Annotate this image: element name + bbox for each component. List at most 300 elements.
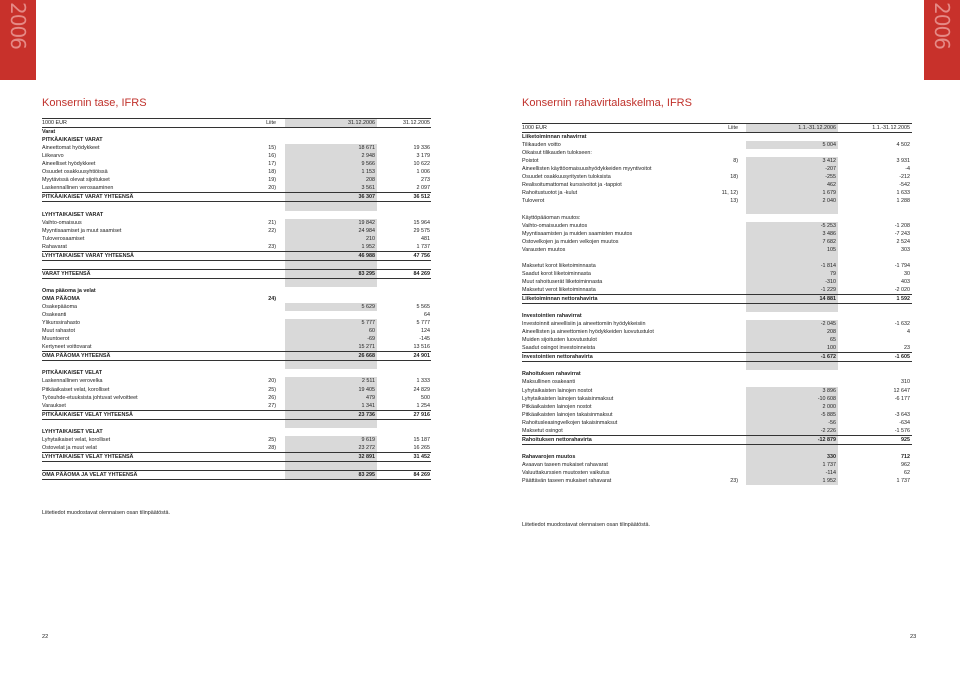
row-label: LYHYTAIKAISET VELAT <box>42 428 103 435</box>
cashflow-title: Konsernin rahavirtalaskelma, IFRS <box>522 97 692 109</box>
table-row <box>42 211 431 219</box>
table-header <box>522 123 912 133</box>
row-label: Osuudet osakkuusyritysten tuloksista <box>522 174 611 181</box>
row-value-previous: -3 643 <box>894 411 910 418</box>
row-value-previous: 2 097 <box>416 185 430 192</box>
row-label: Varat <box>42 129 56 136</box>
row-note: 23) <box>730 478 738 485</box>
row-label: OMA PÄÄOMA YHTEENSÄ <box>42 353 111 360</box>
row-value-current: 210 <box>285 235 377 243</box>
row-value-previous: 12 647 <box>893 387 910 394</box>
row-label: Pitkäaikaisten lainojen nostot <box>522 403 592 410</box>
table-row <box>522 270 912 278</box>
grey-column-band <box>746 205 838 213</box>
row-value-previous: -4 <box>905 166 910 173</box>
row-label: Maksetut verot liiketoiminnasta <box>522 286 596 293</box>
table-row <box>522 173 912 181</box>
table-row <box>42 436 431 444</box>
row-label: Lyhytaikaiset velat, korolliset <box>42 436 111 443</box>
row-value-previous: -212 <box>899 174 910 181</box>
row-value-previous: -6 177 <box>894 395 910 402</box>
spacer-row <box>522 205 912 213</box>
grey-column-band <box>746 362 838 370</box>
row-note: 20) <box>268 185 276 192</box>
row-value-current: -5 253 <box>746 222 838 230</box>
table-row <box>42 176 431 184</box>
row-value-previous: 962 <box>901 461 910 468</box>
row-value-previous: 24 829 <box>413 386 430 393</box>
row-value-previous: 10 622 <box>413 161 430 168</box>
row-value-previous: 1 288 <box>896 198 910 205</box>
row-value-current: -1 814 <box>746 262 838 270</box>
row-value-previous: 273 <box>421 177 430 184</box>
row-label: Poistot <box>522 158 539 165</box>
row-value-current: 2 040 <box>746 197 838 205</box>
row-note: 20) <box>268 378 276 385</box>
row-value-previous: 712 <box>901 453 910 460</box>
spacer-row <box>42 420 431 428</box>
row-label: LYHYTAIKAISET VELAT YHTEENSÄ <box>42 453 134 460</box>
row-label: Aineettomat hyödykkeet <box>42 145 100 152</box>
row-label: Saadut korot liiketoiminnasta <box>522 270 591 277</box>
table-row <box>42 160 431 168</box>
row-note: 22) <box>268 227 276 234</box>
row-value-current: -2 045 <box>746 320 838 328</box>
total-row <box>522 352 912 362</box>
grey-column-band <box>746 445 838 453</box>
row-label: PITKÄAIKAISET VELAT YHTEENSÄ <box>42 411 133 418</box>
row-value-current: -56 <box>746 419 838 427</box>
row-value-previous: 62 <box>904 469 910 476</box>
row-label: Vaihto-omaisuuden muutos <box>522 222 588 229</box>
row-label: Rahoituksen nettorahavirta <box>522 436 592 443</box>
row-value-current: -1 229 <box>746 286 838 294</box>
table-row <box>42 377 431 385</box>
row-label: Laskennallinen verovelka <box>42 378 103 385</box>
row-value-current: 3 896 <box>746 387 838 395</box>
row-value-previous: 1 592 <box>896 295 910 302</box>
total-row <box>42 192 431 202</box>
table-row <box>42 444 431 452</box>
table-row <box>42 343 431 351</box>
row-value-previous: 4 <box>907 329 910 336</box>
row-value-previous: 23 <box>904 345 910 352</box>
row-value-current: 3 486 <box>746 230 838 238</box>
row-label: Rahavarojen muutos <box>522 453 576 460</box>
table-row <box>42 386 431 394</box>
row-value-current: 3 561 <box>285 184 377 192</box>
row-value-current: 7 682 <box>746 238 838 246</box>
row-note: 17) <box>268 161 276 168</box>
spacer-row <box>42 361 431 369</box>
table-row <box>522 238 912 246</box>
row-note: 8) <box>733 158 738 165</box>
total-row <box>522 435 912 445</box>
table-row <box>42 335 431 343</box>
row-value-current: 105 <box>746 246 838 254</box>
row-value-current: 26 668 <box>285 352 377 360</box>
table-row <box>42 227 431 235</box>
table-row <box>522 189 912 197</box>
row-value-current: 23 272 <box>285 444 377 452</box>
grey-column-band <box>285 202 377 210</box>
row-value-previous: -542 <box>899 182 910 189</box>
row-value-current: 19 405 <box>285 386 377 394</box>
spacer-row <box>522 254 912 262</box>
row-label: Tuloverot <box>522 198 545 205</box>
row-label: PITKÄAIKAISET VELAT <box>42 370 103 377</box>
table-row <box>522 262 912 270</box>
table-row <box>42 295 431 303</box>
table-row <box>42 184 431 192</box>
row-value-current: -207 <box>746 165 838 173</box>
row-label: Investoinnit aineellisiin ja aineettomiin hyödykkeisiin <box>522 321 646 328</box>
row-note: 27) <box>268 402 276 409</box>
row-value-current: -1 672 <box>746 353 838 361</box>
header-col2: 1.1.-31.12.2005 <box>872 125 910 131</box>
table-row <box>522 214 912 222</box>
row-value-previous: 29 575 <box>413 227 430 234</box>
row-note: 19) <box>268 177 276 184</box>
row-label: Myytävissä olevat sijoitukset <box>42 177 110 184</box>
header-col1: 1.1.-31.12.2006 <box>746 124 838 132</box>
row-label: Osuudet osakkuusyhtiöissä <box>42 169 108 176</box>
cashflow-table <box>522 123 912 485</box>
row-value-current: 462 <box>746 181 838 189</box>
row-label: Liikearvo <box>42 153 64 160</box>
table-row <box>522 469 912 477</box>
row-value-previous: 15 964 <box>413 219 430 226</box>
row-label: Pitkäaikaiset velat, korolliset <box>42 386 110 393</box>
row-value-current: -255 <box>746 173 838 181</box>
row-label: Muiden sijoitusten luovutustulot <box>522 337 597 344</box>
row-value-current: 208 <box>746 328 838 336</box>
row-label: Aineelliset hyödykkeet <box>42 161 96 168</box>
row-label: Pitkäaikaisten lainojen takaisinmaksut <box>522 411 613 418</box>
row-value-current: 5 629 <box>285 303 377 311</box>
row-value-previous: 64 <box>424 312 430 319</box>
table-row <box>42 287 431 295</box>
row-note: 18) <box>730 174 738 181</box>
row-label: Realisoitumattomat kurssivoitot ja -tappiot <box>522 182 622 189</box>
row-value-current: 15 271 <box>285 343 377 351</box>
table-row <box>522 165 912 173</box>
row-value-previous: 1 254 <box>416 402 430 409</box>
spacer-row <box>42 462 431 470</box>
row-value-previous: -7 243 <box>894 230 910 237</box>
row-value-previous: 481 <box>421 235 430 242</box>
table-row <box>42 303 431 311</box>
row-label: Rahavarat <box>42 243 67 250</box>
row-note: 28) <box>268 444 276 451</box>
total-row <box>42 470 431 480</box>
row-value-current: 1 737 <box>746 461 838 469</box>
row-value-current: 60 <box>285 327 377 335</box>
row-note: 23) <box>268 243 276 250</box>
table-row <box>522 378 912 386</box>
row-value-previous: 5 565 <box>416 304 430 311</box>
row-value-current: 23 736 <box>285 411 377 419</box>
table-row <box>42 394 431 402</box>
row-value-previous: 84 269 <box>413 471 430 478</box>
table-row <box>522 403 912 411</box>
row-value-current: 1 679 <box>746 189 838 197</box>
row-value-previous: 84 269 <box>413 270 430 277</box>
table-row <box>42 311 431 319</box>
row-value-previous: 1 006 <box>416 169 430 176</box>
row-label: Investointien rahavirrat <box>522 313 582 320</box>
row-label: Ostovelat ja muut velat <box>42 444 97 451</box>
table-row <box>522 419 912 427</box>
row-value-previous: -1 576 <box>894 427 910 434</box>
total-row <box>42 251 431 261</box>
grey-column-band <box>285 420 377 428</box>
row-value-previous: -1 605 <box>894 354 910 361</box>
row-value-previous: 310 <box>901 379 910 386</box>
row-label: Oma pääoma ja velat <box>42 287 96 294</box>
row-value-current: 24 984 <box>285 227 377 235</box>
row-value-previous: 124 <box>421 328 430 335</box>
row-value-current: 5 777 <box>285 319 377 327</box>
row-value-previous: 16 265 <box>413 444 430 451</box>
row-value-previous: 1 633 <box>896 190 910 197</box>
page-number-right: 23 <box>910 634 917 640</box>
table-row <box>522 222 912 230</box>
row-value-current: 46 988 <box>285 252 377 260</box>
row-value-current: -114 <box>746 469 838 477</box>
table-row <box>522 286 912 294</box>
table-row <box>42 327 431 335</box>
table-row <box>522 395 912 403</box>
row-value-previous: 3 931 <box>896 158 910 165</box>
row-value-current: -5 885 <box>746 411 838 419</box>
row-value-previous: 13 516 <box>413 344 430 351</box>
row-label: Liiketoiminnan rahavirrat <box>522 134 587 141</box>
table-row <box>522 453 912 461</box>
row-label: Maksetut osingot <box>522 427 563 434</box>
grey-column-band <box>285 279 377 287</box>
row-label: Rahoitusleasingvelkojen takaisinmaksut <box>522 419 618 426</box>
row-label: Varaukset <box>42 402 66 409</box>
row-value-current: 1 952 <box>285 243 377 251</box>
header-col2: 31.12.2005 <box>403 120 430 126</box>
row-value-current: 14 881 <box>746 295 838 303</box>
row-value-previous: 403 <box>901 278 910 285</box>
row-label: OMA PÄÄOMA <box>42 295 80 302</box>
grey-column-band <box>285 462 377 470</box>
table-row <box>522 278 912 286</box>
table-row <box>522 477 912 485</box>
table-row <box>42 319 431 327</box>
table-row <box>522 411 912 419</box>
row-label: Vaihto-omaisuus <box>42 219 82 226</box>
table-row <box>42 369 431 377</box>
row-value-previous: -145 <box>419 336 430 343</box>
row-value-previous: 925 <box>901 436 910 443</box>
table-row <box>42 168 431 176</box>
row-label: OMA PÄÄOMA JA VELAT YHTEENSÄ <box>42 471 138 478</box>
row-label: Myyntisaamisten ja muiden saamisten muutos <box>522 230 633 237</box>
row-value-current: 2 511 <box>285 377 377 385</box>
grey-column-band <box>746 254 838 262</box>
grey-column-band <box>746 304 838 312</box>
row-label: Lyhytaikaisten lainojen nostot <box>522 387 593 394</box>
grey-column-band <box>285 361 377 369</box>
row-value-current: 32 891 <box>285 453 377 461</box>
table-row <box>42 152 431 160</box>
table-row <box>522 370 912 378</box>
row-value-previous: 36 512 <box>413 194 430 201</box>
table-row <box>42 402 431 410</box>
row-value-previous: -1 208 <box>894 222 910 229</box>
row-value-current: -69 <box>285 335 377 343</box>
row-value-previous: 1 737 <box>416 243 430 250</box>
balance-sheet-title: Konsernin tase, IFRS <box>42 97 147 109</box>
row-value-current: 9 566 <box>285 160 377 168</box>
row-value-current: 18 671 <box>285 144 377 152</box>
table-row <box>522 328 912 336</box>
row-value-previous: -1 794 <box>894 262 910 269</box>
row-value-current: 2 948 <box>285 152 377 160</box>
row-value-current: 9 619 <box>285 436 377 444</box>
row-value-previous: 19 336 <box>413 145 430 152</box>
row-value-previous: 1 737 <box>896 478 910 485</box>
spacer-row <box>42 202 431 210</box>
row-value-previous: -634 <box>899 419 910 426</box>
row-label: Myyntisaamiset ja muut saamiset <box>42 227 122 234</box>
row-value-previous: 24 901 <box>413 353 430 360</box>
table-row <box>522 181 912 189</box>
row-value-current: 100 <box>746 344 838 352</box>
table-row <box>522 427 912 435</box>
table-row <box>522 246 912 254</box>
row-label: Maksetut korot liiketoiminnasta <box>522 262 596 269</box>
row-label: Maksullinen osakeanti <box>522 379 576 386</box>
row-value-current: 2 000 <box>746 403 838 411</box>
total-row <box>42 269 431 279</box>
row-label: PITKÄAIKAISET VARAT <box>42 137 103 144</box>
row-label: Aineellisten käyttöomaisuushyödykkeiden myyntivoitot <box>522 166 652 173</box>
row-value-current: 36 307 <box>285 193 377 201</box>
header-col1: 31.12.2006 <box>285 119 377 127</box>
row-note: 26) <box>268 394 276 401</box>
row-label: Valuuttakurssien muutosten vaikutus <box>522 469 610 476</box>
table-row <box>522 157 912 165</box>
table-row <box>42 128 431 136</box>
table-header <box>42 118 431 128</box>
row-label: Kertyneet voittovarat <box>42 344 92 351</box>
row-note: 25) <box>268 436 276 443</box>
table-row <box>522 344 912 352</box>
corner-year-tab-right <box>924 0 960 80</box>
spacer-row <box>42 279 431 287</box>
row-label: Tilikauden voitto <box>522 142 561 149</box>
row-note: 11, 12) <box>721 190 738 197</box>
row-value-current: 83 295 <box>285 270 377 278</box>
row-label: Liiketoiminnan nettorahavirta <box>522 295 598 302</box>
row-value-current: -310 <box>746 278 838 286</box>
row-label: LYHYTAIKAISET VARAT YHTEENSÄ <box>42 252 134 259</box>
total-row <box>42 410 431 420</box>
table-row <box>42 219 431 227</box>
balance-sheet-table <box>42 118 431 480</box>
total-row <box>42 351 431 361</box>
row-label: Osakeanti <box>42 312 67 319</box>
row-label: Laskennallinen verosaaminen <box>42 185 114 192</box>
row-value-previous: 4 502 <box>896 142 910 149</box>
row-value-previous: 5 777 <box>416 320 430 327</box>
row-label: Investointien nettorahavirta <box>522 354 593 361</box>
row-value-previous: 3 179 <box>416 153 430 160</box>
row-value-current: 5 004 <box>746 141 838 149</box>
row-label: Päättävän taseen mukaiset rahavarat <box>522 478 612 485</box>
row-value-current: 19 842 <box>285 219 377 227</box>
row-value-current: 1 952 <box>746 477 838 485</box>
row-value-previous: -1 632 <box>894 321 910 328</box>
row-value-current: -10 608 <box>746 395 838 403</box>
total-row <box>522 294 912 304</box>
row-label: Aineellisten ja aineettomien hyödykkeiden luovutustulot <box>522 329 654 336</box>
grey-column-band <box>285 261 377 269</box>
table-row <box>522 336 912 344</box>
corner-year-tab-left <box>0 0 36 80</box>
row-value-current: -2 226 <box>746 427 838 435</box>
row-label: Tuloverosaamiset <box>42 235 85 242</box>
row-label: LYHYTAIKAISET VARAT <box>42 211 104 218</box>
row-label: Avaavan taseen mukaiset rahavarat <box>522 461 608 468</box>
row-value-current: 1 341 <box>285 402 377 410</box>
row-value-previous: 30 <box>904 270 910 277</box>
spacer-row <box>522 304 912 312</box>
row-value-previous: 303 <box>901 246 910 253</box>
row-note: 15) <box>268 145 276 152</box>
row-label: Rahoituksen rahavirrat <box>522 371 581 378</box>
header-unit: 1000 EUR <box>42 120 67 126</box>
spacer-row <box>522 362 912 370</box>
row-value-current: 330 <box>746 453 838 461</box>
balance-footnote: Liitetiedot muodostavat olennaisen osan tilinpäätöstä. <box>42 510 170 516</box>
total-row <box>42 452 431 462</box>
table-row <box>42 243 431 251</box>
row-label: Käyttöpääoman muutos: <box>522 214 581 221</box>
row-label: Oikaisut tilikauden tulokseen: <box>522 150 592 157</box>
header-note: Liite <box>266 120 276 126</box>
row-label: Ylikurssirahasto <box>42 320 81 327</box>
row-label: Saadut osingot investoinneista <box>522 345 596 352</box>
row-label: Muut rahoituserät liiketoiminnasta <box>522 278 603 285</box>
table-row <box>522 141 912 149</box>
row-value-previous: 2 524 <box>896 238 910 245</box>
table-row <box>522 320 912 328</box>
spacer-row <box>42 261 431 269</box>
row-label: Muuntoerot <box>42 336 70 343</box>
row-note: 24) <box>268 295 276 302</box>
corner-year-text: 2006 <box>930 2 954 49</box>
table-row <box>522 149 912 157</box>
table-row <box>42 144 431 152</box>
header-note: Liite <box>728 125 738 131</box>
row-value-previous: 1 333 <box>416 378 430 385</box>
cashflow-footnote: Liitetiedot muodostavat olennaisen osan tilinpäätöstä. <box>522 522 650 528</box>
row-value-current: 83 295 <box>285 471 377 479</box>
row-label: Rahoitustuotot ja -kulut <box>522 190 578 197</box>
row-value-current: 65 <box>746 336 838 344</box>
row-value-previous: -2 020 <box>894 286 910 293</box>
row-note: 21) <box>268 219 276 226</box>
row-label: Varausten muutos <box>522 246 566 253</box>
spacer-row <box>522 445 912 453</box>
table-row <box>522 230 912 238</box>
